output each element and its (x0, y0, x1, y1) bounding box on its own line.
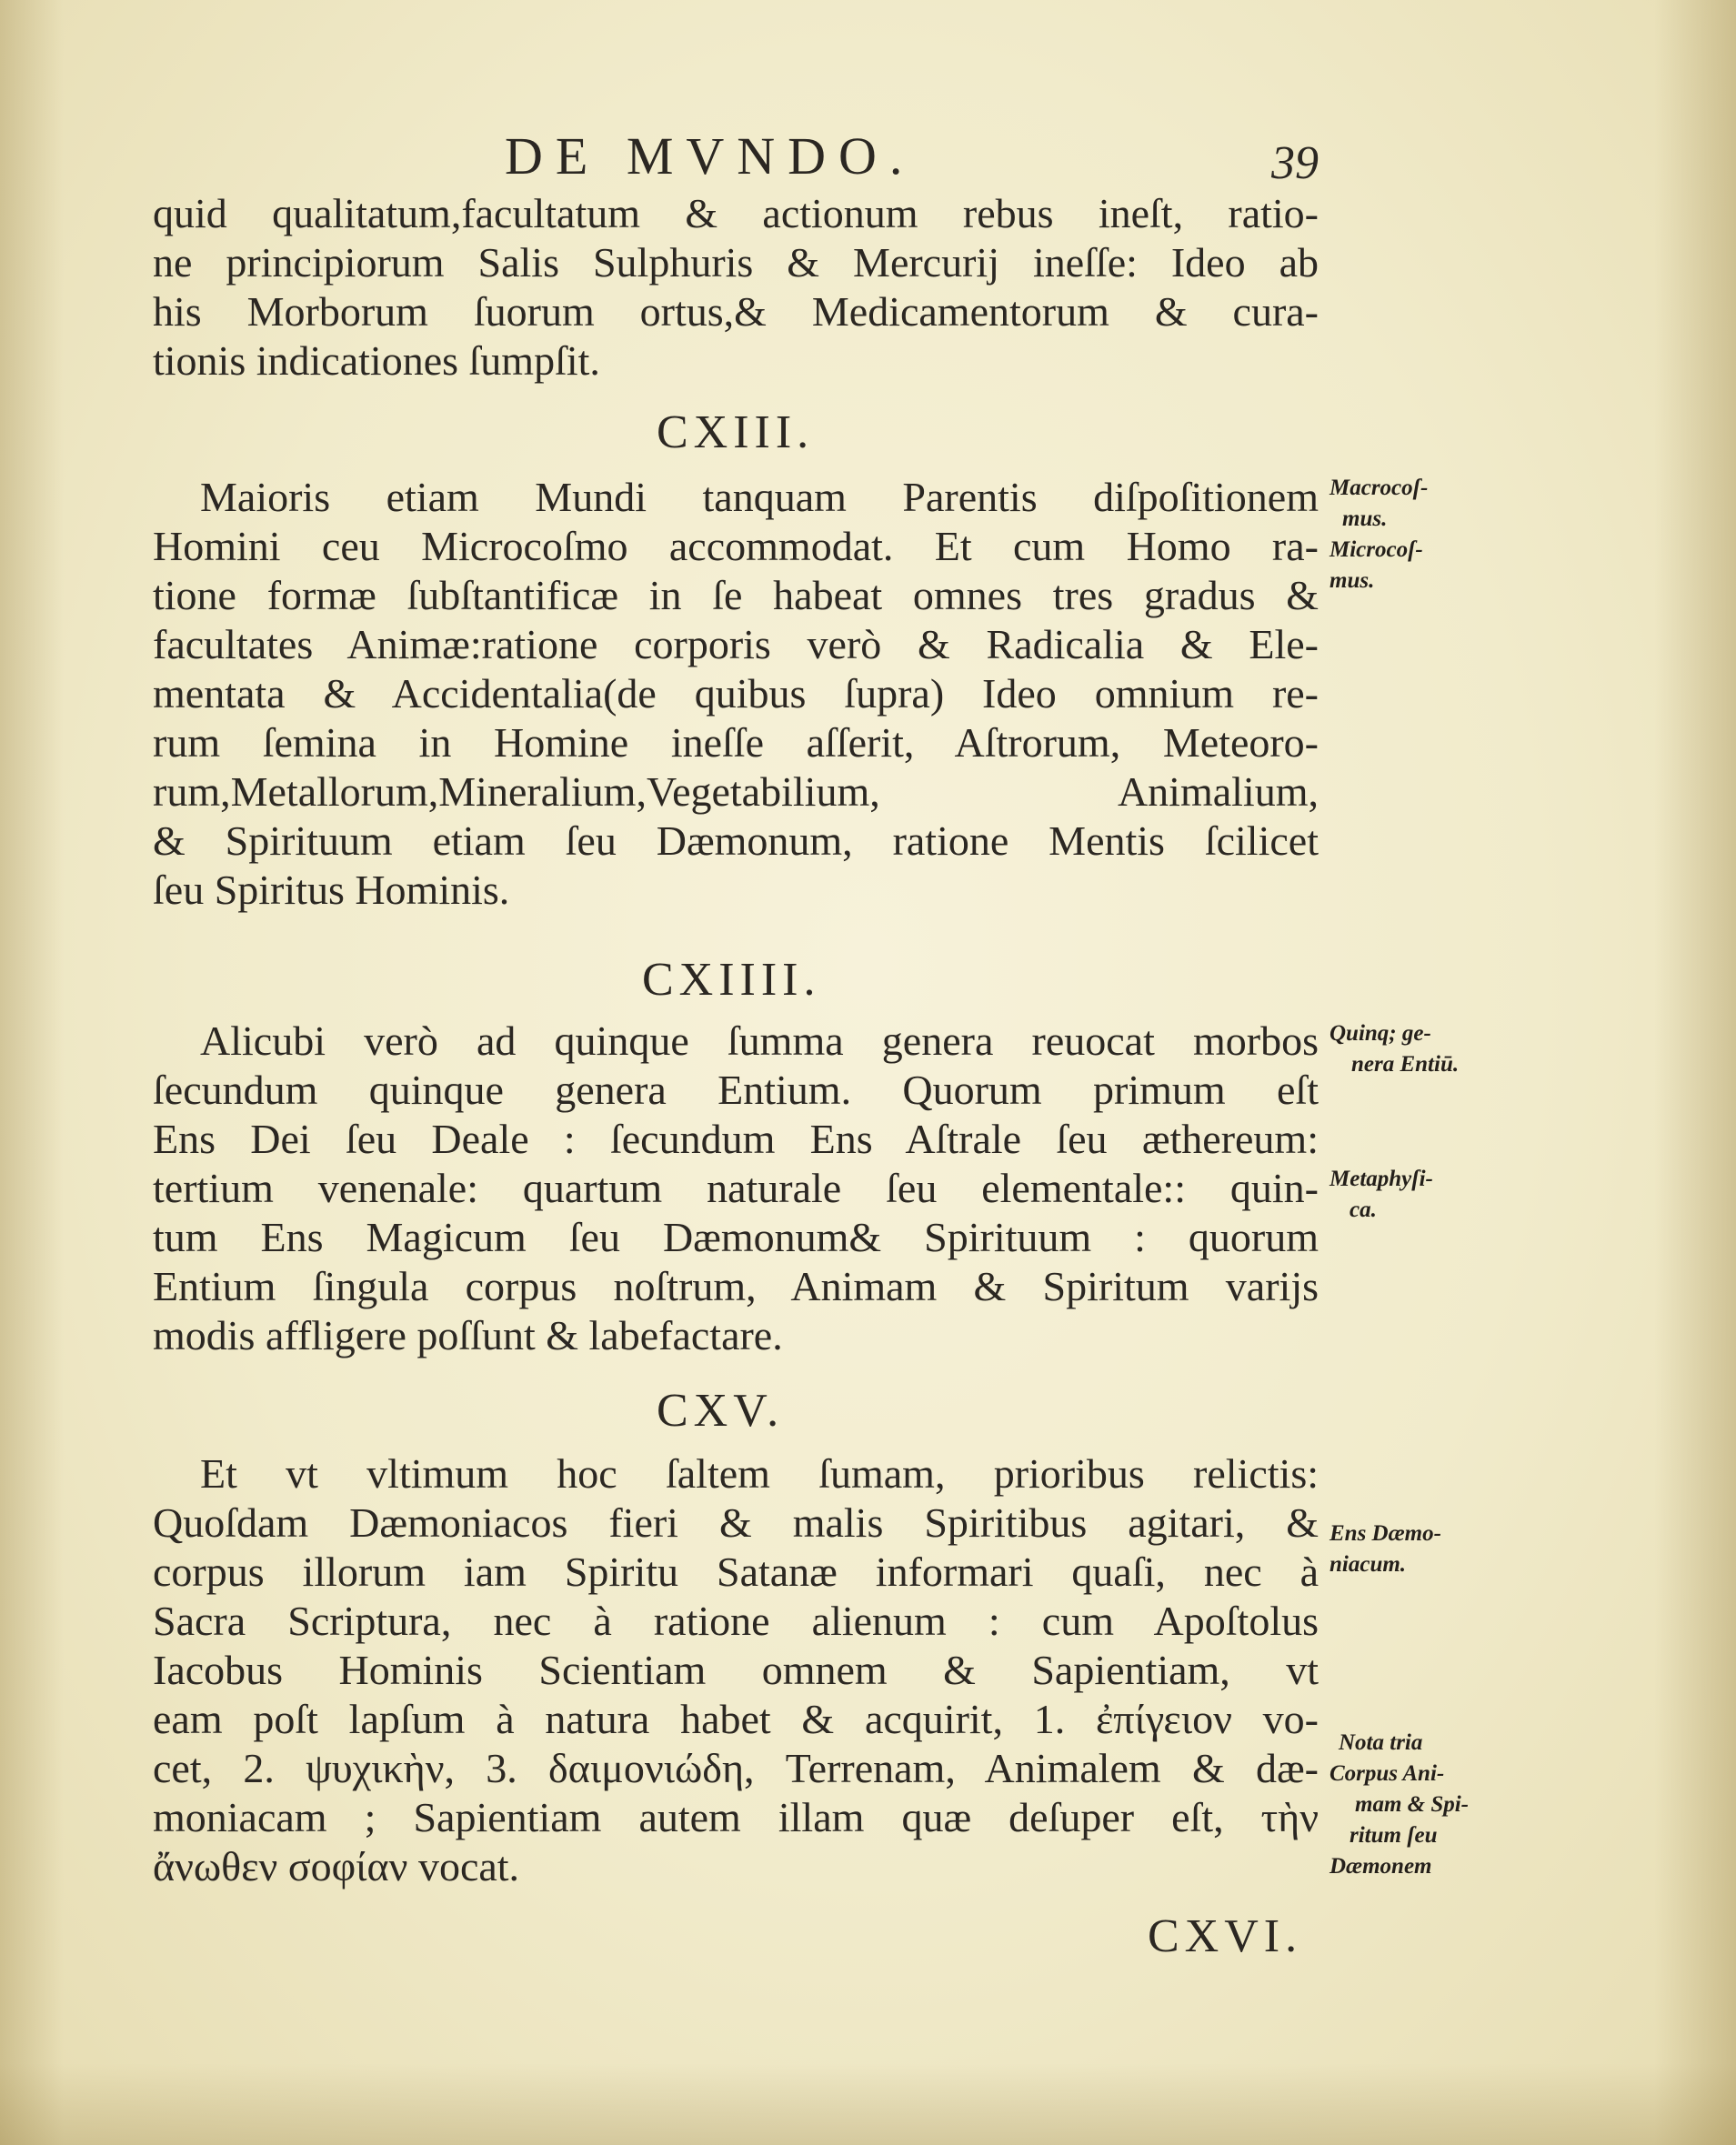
text-line: Alicubi verò ad quinque ſumma genera reuocat morbos (200, 1017, 1319, 1064)
text-line: tionis indicationes ſumpſit. (153, 337, 600, 384)
paragraph-112-continuation (153, 189, 1319, 386)
paragraph-114 (153, 1017, 1319, 1360)
note-line: Nota tria (1339, 1730, 1423, 1755)
note-line: Ens Dæmo- (1330, 1521, 1441, 1546)
text-line: corpus illorum iam Spiritu Satanæ informari quaſi, nec à (153, 1549, 1319, 1595)
text-line: tertium venenale: quartum naturale ſeu elementale:: quin- (153, 1165, 1319, 1211)
text-line: Et vt vltimum hoc ſaltem ſumam, prioribus relictis: (200, 1450, 1319, 1497)
text-line: tum Ens Magicum ſeu Dæmonum& Spirituum : quorum (153, 1214, 1319, 1260)
text-line: mentata & Accidentalia(de quibus ſupra) Ideo omnium re- (153, 670, 1319, 717)
margin-note-macrocosmus (1330, 473, 1502, 596)
note-line: Dæmonem (1330, 1854, 1432, 1879)
margin-note-metaphysica (1330, 1164, 1502, 1226)
page-edge-shadow-left (0, 0, 64, 2145)
text-line: ſeu Spiritus Hominis. (153, 867, 510, 913)
page-edge-shadow-bottom (0, 2063, 1736, 2145)
text-line: Maioris etiam Mundi tanquam Parentis diſpoſitionem (200, 474, 1319, 520)
page-edge-shadow-right (1654, 0, 1736, 2145)
text-line: Iacobus Hominis Scientiam omnem & Sapientiam, vt (153, 1647, 1319, 1693)
text-line: ἄνωθεν σοφίαν vocat. (153, 1843, 520, 1889)
text-line: quid qualitatum,facultatum & actionum rebus ineſt, ratio- (153, 190, 1319, 236)
text-line: & Spirituum etiam ſeu Dæmonum, ratione Mentis ſcilicet (153, 817, 1319, 864)
text-line: rum ſemina in Homine ineſſe aſſerit, Aſtrorum, Meteoro- (153, 719, 1319, 766)
note-line: Macrocoſ- (1330, 476, 1429, 500)
text-line: Quoſdam Dæmoniacos fieri & malis Spiritibus agitari, & (153, 1499, 1319, 1546)
margin-note-nota-tria (1330, 1728, 1502, 1882)
text-line: Entium ſingula corpus noſtrum, Animam & Spiritum varijs (153, 1263, 1319, 1309)
margin-note-ens-daemoniacum (1330, 1519, 1502, 1580)
margin-note-genera-entium (1330, 1018, 1502, 1080)
paragraph-115 (153, 1449, 1319, 1891)
text-line: ne principiorum Salis Sulphuris & Mercurij ineſſe: Ideo ab (153, 239, 1319, 286)
section-heading-114: CXIIII. (642, 954, 821, 1006)
text-line: eam poſt lapſum à natura habet & acquirit, 1. ἐπίγειον vo- (153, 1696, 1319, 1742)
section-heading-115: CXV. (657, 1385, 785, 1437)
next-section-heading: CXVI. (1148, 1910, 1303, 1962)
text-line: rum,Metallorum,Mineralium,Vegetabilium, Animalium, (153, 768, 1319, 815)
note-line: Quinq; ge- (1330, 1021, 1431, 1046)
note-line: ca. (1350, 1198, 1377, 1222)
text-line: moniacam ; Sapientiam autem illam quæ deſuper eſt, τὴν (153, 1794, 1319, 1840)
text-line: Ens Dei ſeu Deale : ſecundum Ens Aſtrale ſeu æthereum: (153, 1116, 1319, 1162)
note-line: mus. (1330, 568, 1375, 593)
text-line: ſecundum quinque genera Entium. Quorum primum eſt (153, 1067, 1319, 1113)
text-line: facultates Animæ:ratione corporis verò & Radicalia & Ele- (153, 621, 1319, 667)
note-line: ritum ſeu (1350, 1823, 1438, 1848)
paragraph-113 (153, 473, 1319, 915)
note-line: Microcoſ- (1330, 537, 1423, 562)
text-line: his Morborum ſuorum ortus,& Medicamentorum & cura- (153, 288, 1319, 335)
note-line: mus. (1342, 506, 1388, 531)
note-line: Metaphyſi- (1330, 1167, 1433, 1191)
text-line: modis affligere poſſunt & labefactare. (153, 1312, 783, 1358)
text-line: cet, 2. ψυχικὴν, 3. δαιμονιώδη, Terrenam, Animalem & dæ- (153, 1745, 1319, 1791)
text-line: Homini ceu Microcoſmo accommodat. Et cum Homo ra- (153, 523, 1319, 569)
note-line: Corpus Ani- (1330, 1761, 1445, 1786)
note-line: niacum. (1330, 1552, 1407, 1577)
note-line: mam & Spi- (1355, 1792, 1470, 1817)
running-title: DE MVNDO. (505, 126, 916, 185)
page-number: 39 (1271, 137, 1319, 189)
note-line: nera Entiū. (1351, 1052, 1460, 1077)
text-line: tione formæ ſubſtantificæ in ſe habeat omnes tres gradus & (153, 572, 1319, 618)
section-heading-113: CXIII. (657, 406, 815, 458)
text-line: Sacra Scriptura, nec à ratione alienum : cum Apoſtolus (153, 1598, 1319, 1644)
